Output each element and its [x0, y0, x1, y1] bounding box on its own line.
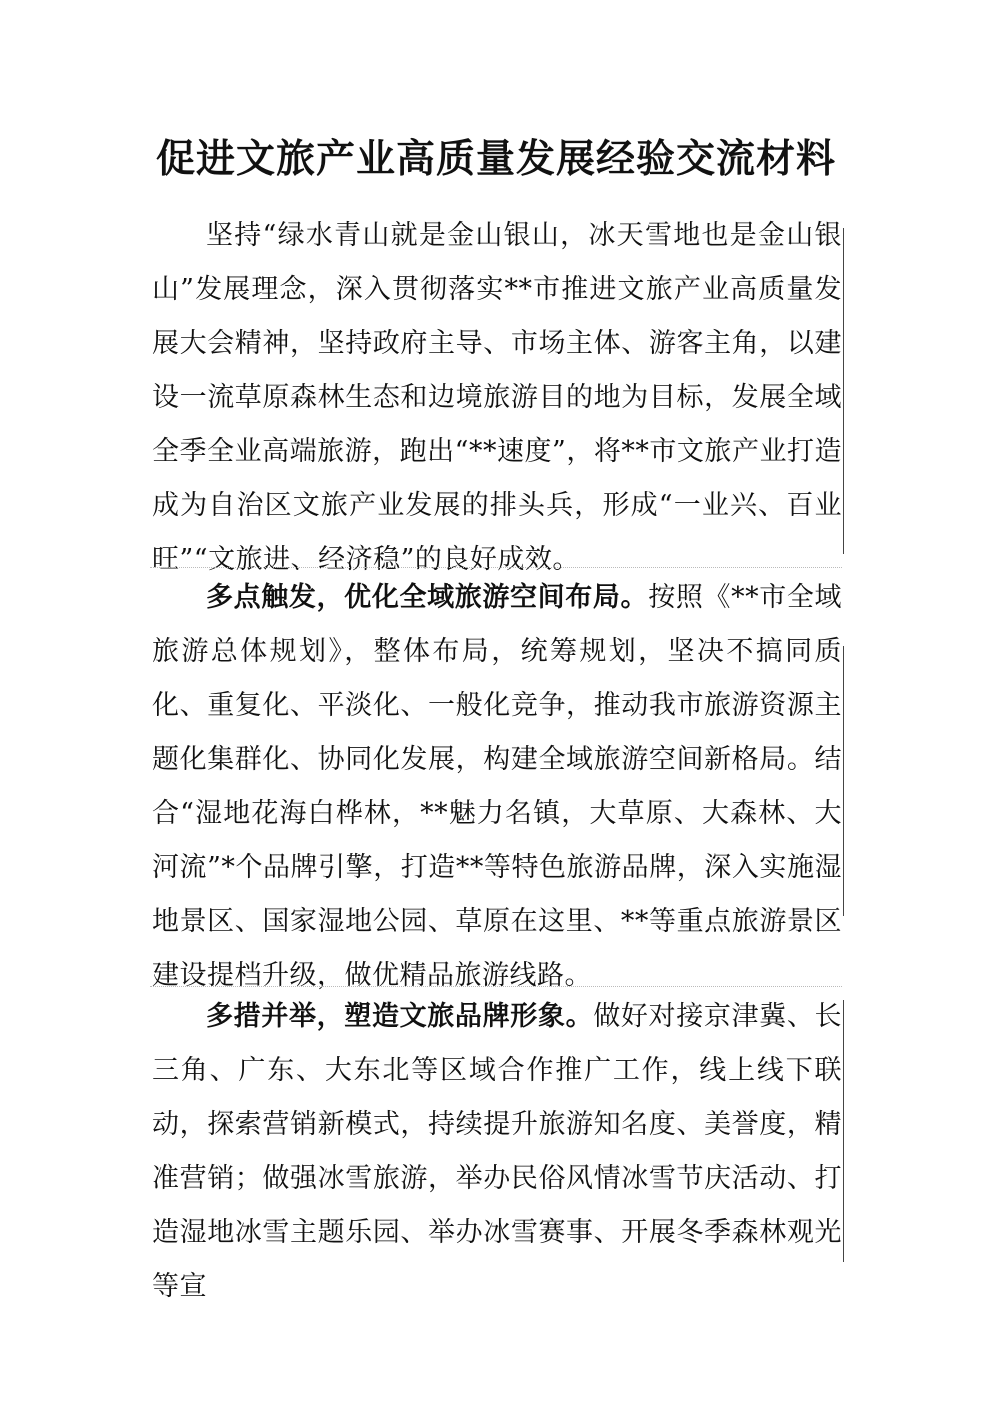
- paragraph-brand-text: 做好对接京津冀、长三角、广东、大东北等区域合作推广工作，线上线下联动，探索营销新模式，持续提升旅游知名度、美誉度，精准营销；做强冰雪旅游，举办民俗风情冰雪节庆活动、打造湿地冰雪主题乐园、举办冰雪赛事、开展冬季森林观光等宣: [152, 1001, 843, 1302]
- paragraph-divider: [150, 986, 842, 987]
- paragraph-intro: [152, 209, 842, 587]
- margin-line: [843, 646, 844, 916]
- paragraph-brand: [152, 990, 842, 1314]
- document-title: 促进文旅产业高质量发展经验交流材料: [155, 137, 836, 182]
- paragraph-intro-text: 坚持“绿水青山就是金山银山，冰天雪地也是金山银山”发展理念，深入贯彻落实**市推进文旅产业高质量发展大会精神，坚持政府主导、市场主体、游客主角，以建设一流草原森林生态和边境旅游目的地为目标，发展全域全季全业高端旅游，跑出“**速度”，将**市文旅产业打造成为自治区文旅产业发展的排头兵，形成“一业兴、百业旺”“文旅进、经济稳”的良好成效。: [152, 220, 842, 575]
- margin-line: [843, 228, 844, 554]
- paragraph-brand-heading: 多措并举，塑造文旅品牌形象。: [206, 1001, 594, 1032]
- margin-line: [843, 1000, 844, 1262]
- paragraph-divider: [150, 567, 842, 568]
- paragraph-layout-heading: 多点触发，优化全域旅游空间布局。: [206, 582, 649, 613]
- paragraph-layout-text: 按照《**市全域旅游总体规划》，整体布局，统筹规划，坚决不搞同质化、重复化、平淡化、一般化竞争，推动我市旅游资源主题化集群化、协同化发展，构建全域旅游空间新格局。结合“湿地花海白桦林，**魅力名镇，大草原、大森林、大河流”*个品牌引擎，打造**等特色旅游品牌，深入实施湿地景区、国家湿地公园、草原在这里、**等重点旅游景区建设提档升级，做优精品旅游线路。: [152, 582, 843, 991]
- paragraph-layout: [152, 571, 842, 1003]
